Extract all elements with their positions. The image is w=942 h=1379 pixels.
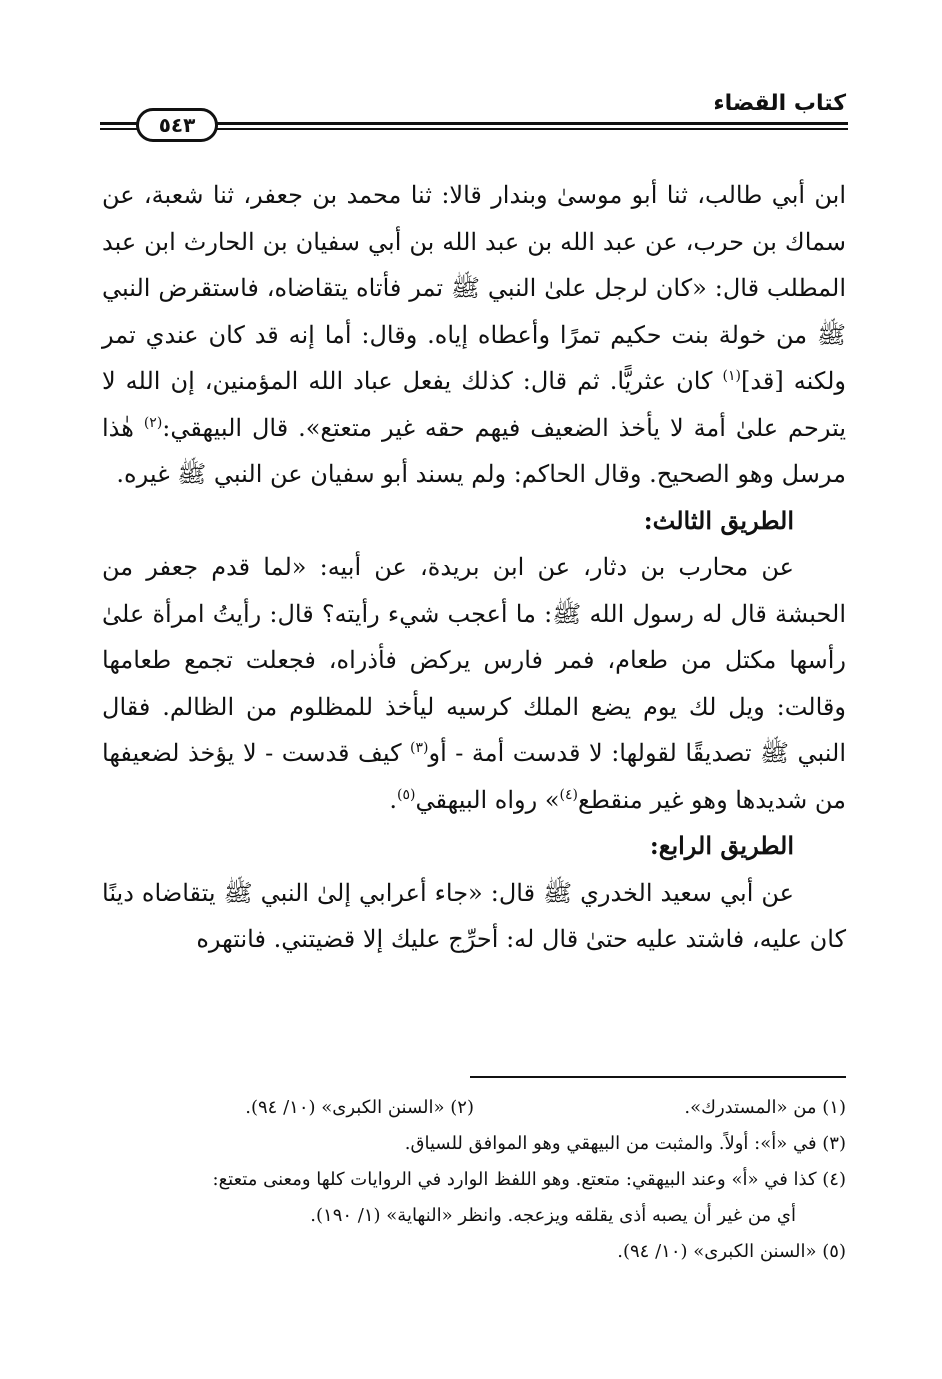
paragraph-2-part-c: » رواه البيهقي [415,785,560,814]
footnote-2: (٢) «السنن الكبرى» (١٠/ ٩٤). [245,1097,474,1118]
paragraph-2 [102,544,846,823]
footnote-5: (٥) «السنن الكبرى» (١٠/ ٩٤). [617,1241,846,1262]
paragraph-2-part-a: عن محارب بن دثار، عن ابن بريدة، عن أبيه: «لما قدم جعفر من الحبشة قال له رسول الله ﷺ: ما أعجب شيء رأيته؟ قال: رأيتُ امرأة علىٰ رأسها مكتل من طعام، فمر فارس يركض فأذراه، فجعلت تجمع طعامها وقالت: ويل لك يوم يضع الملك كرسيه ليأخذ للمظلوم من الظالم. فقال النبي ﷺ تصديقًا لقولها: لا قدست أمة - أو [102,553,846,767]
page-header [100,88,848,148]
heading-fourth-path: الطريق الرابع: [649,831,794,860]
paragraph-2-part-b: كيف قدست - لا يؤخذ لضعيفها من شديدها وهو غير منقطع [102,739,846,814]
footnote-row-1-2 [102,1090,846,1126]
footnote-3: (٣) في «أ»: أولاً. والمثبت من البيهقي وهو الموافق للسياق. [404,1133,846,1154]
paragraph-1-part-c: هٰذا مرسل وهو الصحيح. وقال الحاكم: ولم يسند أبو سفيان عن النبي ﷺ غيره. [102,413,846,488]
page-number: ٥٤٣ [136,108,218,142]
footnotes [102,1090,846,1270]
heading-third-path: الطريق الثالث: [643,505,794,535]
paragraph-2-part-d: . [389,785,398,814]
footnote-4-continued: أي من غير أن يصبه أذى يقلقه ويزعجه. وانظر «النهاية» (١/ ١٩٠). [310,1205,796,1226]
paragraph-1-part-b: كان عثريًّا. ثم قال: كذلك يفعل عباد الله المؤمنين، إن الله لا يترحم علىٰ أمة لا يأخذ الضعيف فيهم حقه غير متعتع». قال البيهقي: [102,367,846,442]
footnote-ref-5: (٥) [397,786,416,803]
footnote-separator [470,1076,846,1078]
running-title: كتاب القضاء [713,91,846,116]
footnote-ref-1: (١) [722,368,741,384]
paragraph-3: عن أبي سعيد الخدري ﷺ قال: «جاء أعرابي إلىٰ النبي ﷺ يتقاضاه دينًا كان عليه، فاشتد عليه حتىٰ قال له: أحرِّج عليك إلا قضيتني. فانتهره [102,878,846,953]
footnote-ref-2: (٢) [143,414,163,431]
footnote-4: (٤) كذا في «أ» وعند البيهقي: متعتع. وهو اللفظ الوارد في الروايات كلها ومعنى متعتع: [212,1169,846,1190]
footnote-1: (١) من «المستدرك». [684,1097,846,1118]
paragraph-1 [102,172,846,498]
footnote-ref-3: (٣) [410,740,429,756]
main-text [102,172,846,963]
paragraph-1-part-a: ابن أبي طالب، ثنا أبو موسىٰ وبندار قالا: ثنا محمد بن جعفر، ثنا شعبة، عن سماك بن حرب، عن عبد الله بن عبد الله بن أبي سفيان بن الحارث ابن عبد المطلب قال: «كان لرجل علىٰ النبي ﷺ تمر فأتاه يتقاضاه، فاستقرض النبي ﷺ من خولة بنت حكيم تمرًا وأعطاه إياه. وقال: أما إنه قد كان عندي تمر ولكنه [قد] [102,181,847,395]
footnote-ref-4: (٤) [559,786,579,803]
